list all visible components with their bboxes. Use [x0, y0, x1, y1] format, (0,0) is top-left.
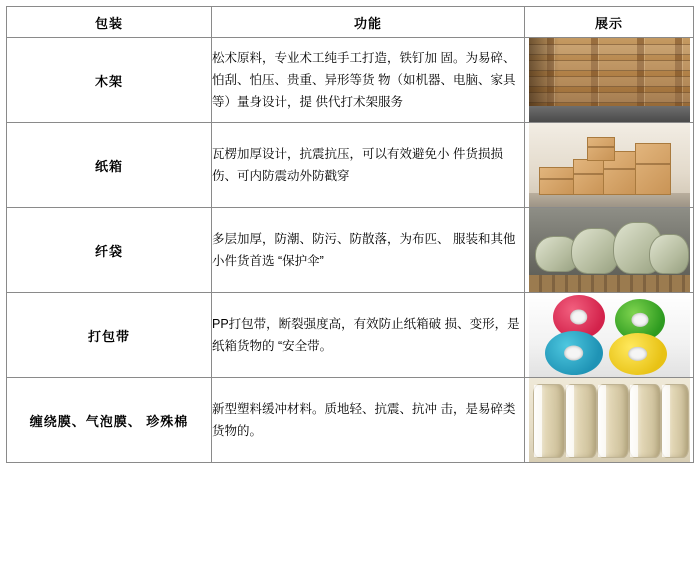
cell-package-name: 纤袋 — [7, 208, 212, 293]
table-body — [7, 38, 694, 463]
table-row — [7, 123, 694, 208]
header-row — [7, 7, 694, 38]
column-header-function: 功能 — [212, 7, 525, 38]
cell-package-name: 缠绕膜、气泡膜、 珍殊棉 — [7, 378, 212, 463]
cell-display-image — [525, 293, 694, 378]
stretch-film-rolls-photo — [529, 378, 690, 462]
table-header — [7, 7, 694, 38]
cell-function-text: 松术原料，专业术工纯手工打造，铁钉加 固。为易碎、怕刮、怕压、贵重、异形等货 物（如机器、电脑、家具等）量身设计，提 供代打术架服务 — [212, 38, 525, 123]
cell-display-image — [525, 123, 694, 208]
cell-package-name: 打包带 — [7, 293, 212, 378]
table-row — [7, 293, 694, 378]
cell-display-image — [525, 38, 694, 123]
cell-package-name: 木架 — [7, 38, 212, 123]
cell-function-text: 新型塑料缓冲材料。质地轻、抗震、抗冲 击，是易碎类货物的。 — [212, 378, 525, 463]
packaging-table — [6, 6, 694, 463]
cell-display-image — [525, 208, 694, 293]
carton-boxes-photo — [529, 123, 690, 207]
cell-function-text: PP打包带，断裂强度高，有效防止纸箱破 损、变形，是纸箱货物的 “安全带。 — [212, 293, 525, 378]
table-row — [7, 38, 694, 123]
cell-package-name: 纸箱 — [7, 123, 212, 208]
wooden-crates-photo — [529, 38, 690, 122]
cell-function-text: 瓦楞加厚设计，抗震抗压，可以有效避免小 件货损损伤、可内防震动外防戳穿 — [212, 123, 525, 208]
table-row — [7, 378, 694, 463]
cell-function-text: 多层加厚，防潮、防污、防散落，为布匹、 服装和其他小件货首选 “保护伞” — [212, 208, 525, 293]
cell-display-image — [525, 378, 694, 463]
column-header-package: 包装 — [7, 7, 212, 38]
strapping-rolls-photo — [529, 293, 690, 377]
table-row — [7, 208, 694, 293]
woven-bags-photo — [529, 208, 690, 292]
column-header-display: 展示 — [525, 7, 694, 38]
